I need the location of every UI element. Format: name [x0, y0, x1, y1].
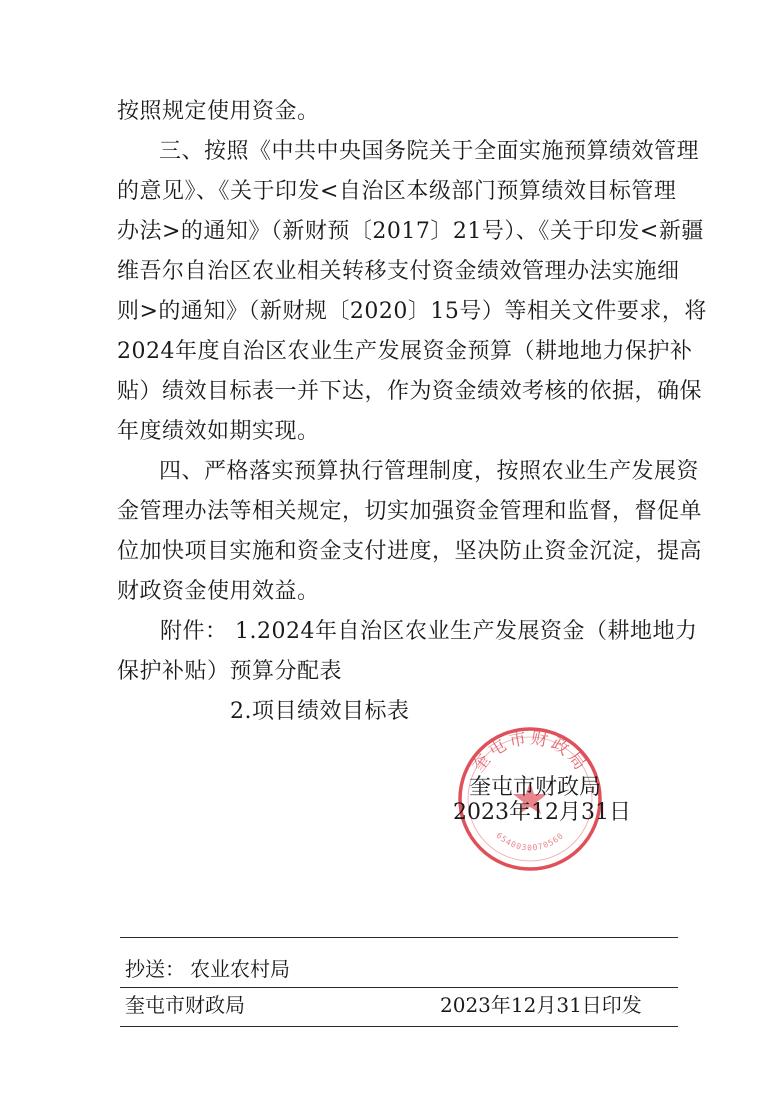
svg-text:6540030070560 — [494, 831, 565, 852]
body-line: 金管理办法等相关规定，切实加强资金管理和监督，督促单 — [117, 499, 703, 524]
footer-rule-middle — [120, 987, 678, 988]
body-line: 年度绩效如期实现。 — [117, 419, 320, 444]
signature-date: 2023年12月31日 — [453, 800, 631, 825]
issuer: 奎屯市财政局 — [125, 993, 245, 1017]
body-line: 四、严格落实预算执行管理制度，按照农业生产发展资 — [159, 459, 700, 484]
issue-date: 2023年12月31日印发 — [440, 993, 642, 1017]
body-line: 位加快项目实施和资金支付进度，坚决防止资金沉淀，提高 — [117, 539, 703, 564]
attachment-line: 2.项目绩效目标表 — [230, 699, 410, 724]
body-line: 三、按照《中共中央国务院关于全面实施预算绩效管理 — [159, 139, 700, 164]
signature-org: 奎屯市财政局 — [469, 775, 602, 800]
body-line: 办法>的通知》（新财预〔2017〕21号）、《关于印发<新疆 — [117, 219, 704, 244]
attachment-line: 保护补贴）预算分配表 — [117, 659, 343, 684]
cc-value: 农业农村局 — [190, 957, 290, 981]
body-line: 按照规定使用资金。 — [117, 99, 320, 124]
body-line: 的意见》、《关于印发<自治区本级部门预算绩效目标管理 — [117, 179, 677, 204]
seal-number: 6540030070560 — [494, 830, 566, 853]
footer-rule-bottom — [120, 1026, 678, 1027]
body-line: 维吾尔自治区农业相关转移支付资金绩效管理办法实施细 — [117, 259, 680, 284]
footer-rule-top — [120, 937, 678, 938]
attachment-line: 附件： 1.2024年自治区农业生产发展资金（耕地地力 — [160, 619, 698, 644]
cc-label: 抄送： — [125, 957, 185, 981]
body-line: 贴）绩效目标表一并下达，作为资金绩效考核的依据，确保 — [117, 379, 703, 404]
body-line: 财政资金使用效益。 — [117, 579, 320, 604]
body-line: 则>的通知》（新财规〔2020〕15号）等相关文件要求，将 — [117, 299, 707, 324]
body-line: 2024年度自治区农业生产发展资金预算（耕地地力保护补 — [117, 339, 693, 364]
seal-text: 奎屯市财政局 — [468, 728, 592, 777]
svg-text:奎屯市财政局 — [469, 728, 592, 776]
